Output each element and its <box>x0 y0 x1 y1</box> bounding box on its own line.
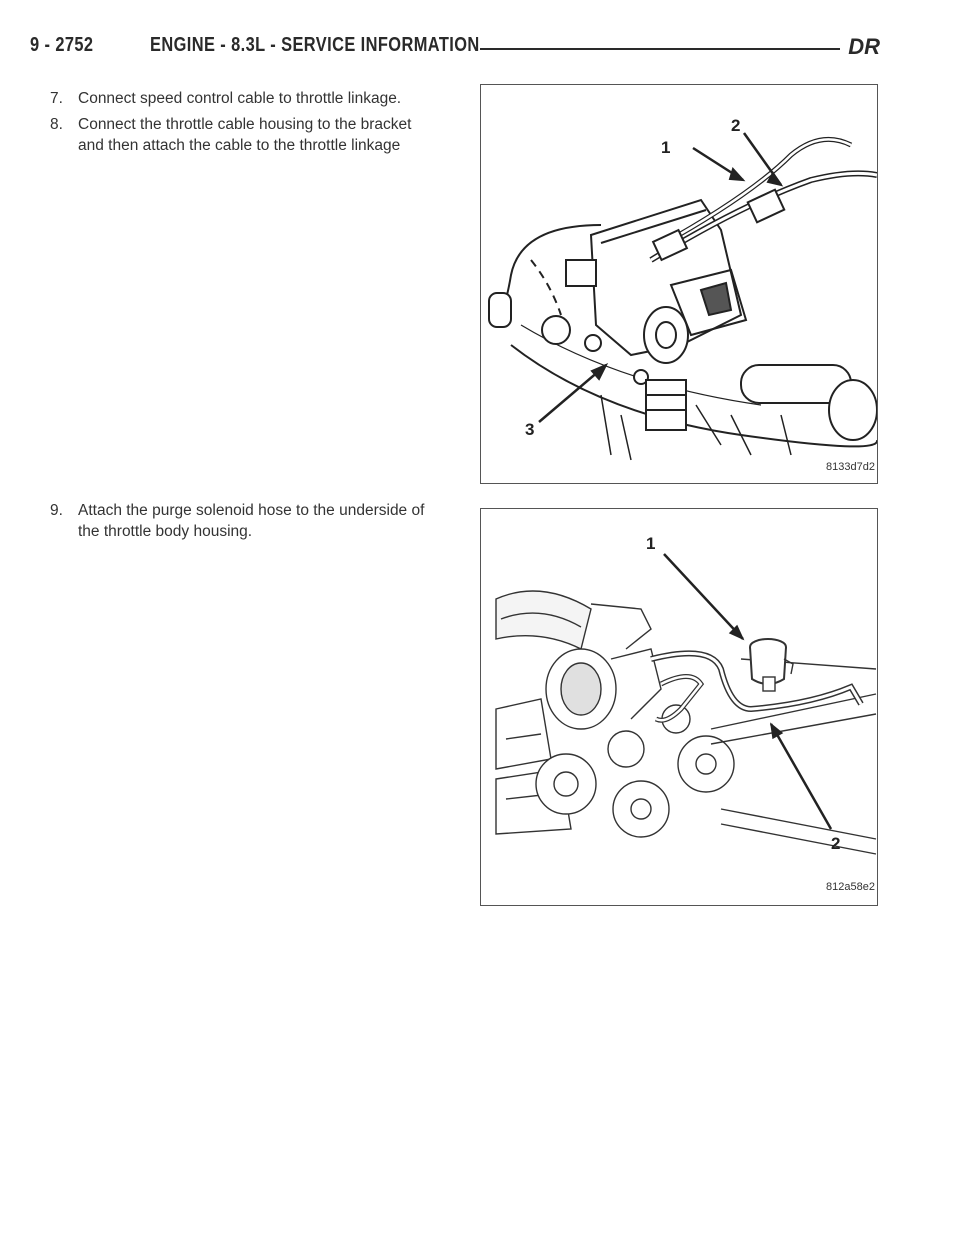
page-header <box>30 34 880 64</box>
step-text: and then attach the cable to the throttle linkage <box>78 137 401 154</box>
callout-1: 1 <box>646 534 656 553</box>
step-number: 9. <box>50 502 63 519</box>
throttle-linkage-illustration <box>481 85 877 483</box>
section-title: ENGINE - 8.3L - SERVICE INFORMATION <box>150 34 480 56</box>
callout-2: 2 <box>731 116 741 135</box>
step-text: the throttle body housing. <box>78 523 253 540</box>
step-7 <box>50 88 401 109</box>
vehicle-badge: DR <box>848 34 880 59</box>
callout-2: 2 <box>831 834 841 853</box>
step-number: 8. <box>50 116 63 133</box>
purge-solenoid-illustration <box>481 509 877 905</box>
step-text: Connect the throttle cable housing to the bracket <box>78 116 412 133</box>
header-rule <box>480 48 840 50</box>
step-9 <box>50 500 424 542</box>
step-number: 7. <box>50 90 63 107</box>
figure-code: 8133d7d2 <box>826 461 875 473</box>
page-number: 9 - 2752 <box>30 34 94 56</box>
step-8 <box>50 114 411 156</box>
step-text: Connect speed control cable to throttle linkage. <box>78 90 402 107</box>
callout-3: 3 <box>525 420 535 439</box>
figure-code: 812a58e2 <box>826 881 875 893</box>
step-text: Attach the purge solenoid hose to the underside of <box>78 502 425 519</box>
callout-1: 1 <box>661 138 671 157</box>
throttle-linkage-figure <box>480 84 878 484</box>
purge-solenoid-figure <box>480 508 878 906</box>
